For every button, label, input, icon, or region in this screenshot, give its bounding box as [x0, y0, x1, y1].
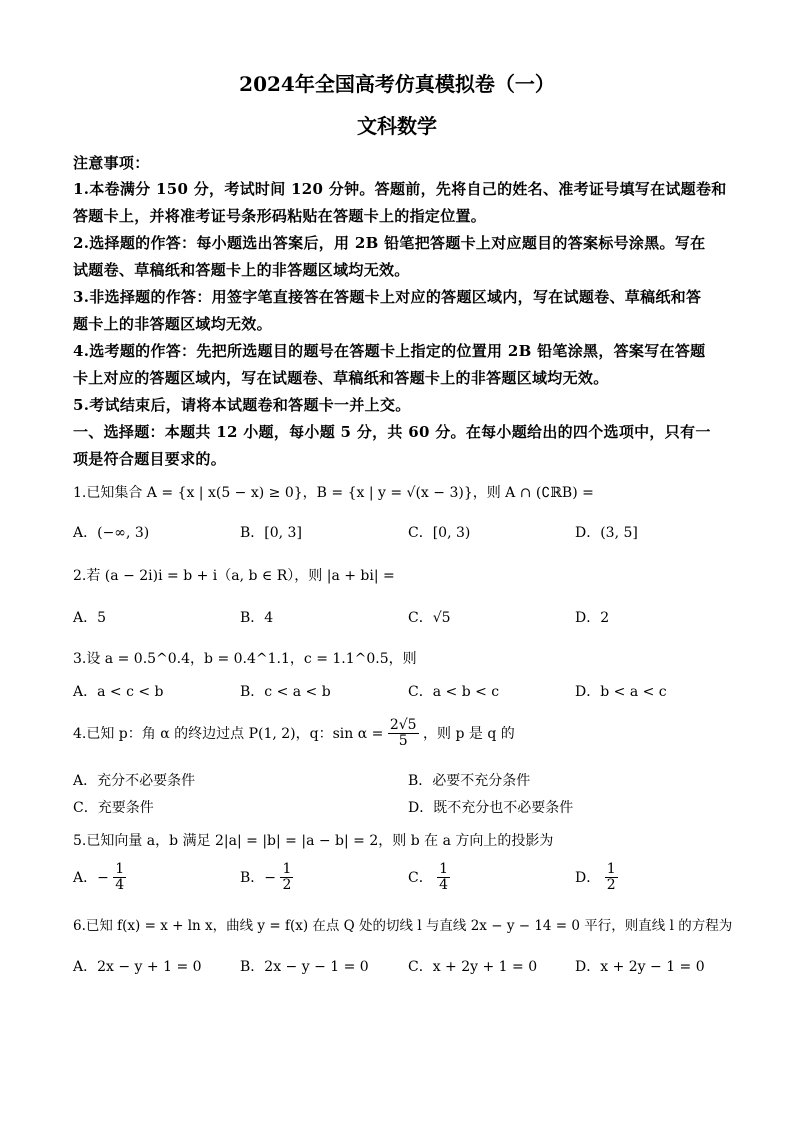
fraction-denominator: 2	[606, 877, 616, 894]
fraction-numerator: 1	[115, 861, 125, 877]
notice-line: 1.本卷满分 150 分，考试时间 120 分钟。答题前，先将自己的姓名、准考证号填写在试题卷和	[73, 180, 727, 198]
section-heading-cont: 项是符合题目要求的。	[73, 450, 227, 468]
exam-subtitle: 文科数学	[357, 114, 437, 138]
fraction-denominator: 4	[115, 877, 125, 894]
fraction-denominator: 2	[282, 877, 292, 894]
question-5-option-c	[408, 862, 450, 894]
question-1-option-c: C．[0, 3)	[408, 525, 471, 541]
exam-title: 2024年全国高考仿真模拟卷（一）	[239, 72, 555, 96]
fraction-denominator: 5	[398, 733, 408, 750]
question-4-option-c: C．充要条件	[73, 800, 154, 816]
question-1-stem: 1.已知集合 A = {x | x(5 − x) ≥ 0}，B = {x | y = √(x − 3)}，则 A ∩ (∁ℝB) =	[73, 485, 594, 501]
question-5-option-b	[240, 862, 293, 894]
question-3-option-b: B．c < a < b	[240, 684, 331, 700]
question-6-option-c: C．x + 2y + 1 = 0	[408, 959, 538, 975]
question-6-option-d: D．x + 2y − 1 = 0	[575, 959, 705, 975]
question-1-option-a: A．(−∞, 3)	[73, 525, 150, 541]
question-4-stem-post: ，则 p 是 q 的	[423, 725, 515, 742]
question-5-option-a	[73, 862, 126, 894]
option-prefix: C．	[408, 869, 433, 886]
question-1-option-d: D．(3, 5]	[575, 525, 638, 541]
question-4-option-b: B．必要不充分条件	[408, 773, 531, 789]
option-fraction	[280, 862, 293, 894]
fraction-numerator: 2√5	[389, 717, 417, 733]
notice-line: 5.考试结束后，请将本试题卷和答题卡一并上交。	[73, 396, 411, 414]
question-4-stem-pre: 4.已知 p：角 α 的终边过点 P(1, 2)，q：sin α =	[73, 725, 384, 742]
option-prefix: B．−	[240, 869, 277, 886]
notice-line: 4.选考题的作答：先把所选题目的题号在答题卡上指定的位置用 2B 铅笔涂黑，答案写在答题	[73, 342, 706, 360]
question-1-option-b: B．[0, 3]	[240, 525, 302, 541]
question-4-fraction	[388, 718, 419, 750]
question-2-option-b: B．4	[240, 610, 274, 626]
fraction-denominator: 4	[439, 877, 449, 894]
question-5-stem: 5.已知向量 a，b 满足 2|a| = |b| = |a − b| = 2，则 b 在 a 方向上的投影为	[73, 833, 554, 849]
notice-line: 答题卡上，并将准考证号条形码粘贴在答题卡上的指定位置。	[73, 207, 487, 225]
question-5-option-d	[575, 862, 618, 894]
notice-line: 题卡上的非答题区域均无效。	[73, 315, 272, 333]
option-prefix: D．	[575, 869, 601, 886]
question-3-stem: 3.设 a = 0.5^0.4，b = 0.4^1.1，c = 1.1^0.5，则	[73, 651, 417, 667]
option-fraction	[605, 862, 618, 894]
question-2-option-d: D．2	[575, 610, 610, 626]
notice-line: 试题卷、草稿纸和答题卡上的非答题区域均无效。	[73, 261, 410, 279]
question-2-option-c: C．√5	[408, 610, 451, 626]
fraction-numerator: 1	[439, 861, 449, 877]
option-fraction	[437, 862, 450, 894]
notice-line: 卡上对应的答题区域内，写在试题卷、草稿纸和答题卡上的非答题区域均无效。	[73, 369, 609, 387]
question-3-option-d: D．b < a < c	[575, 684, 667, 700]
question-4-option-a: A．充分不必要条件	[73, 773, 196, 789]
question-6-option-b: B．2x − y − 1 = 0	[240, 959, 369, 975]
question-4-option-d: D．既不充分也不必要条件	[408, 800, 574, 816]
question-3-option-a: A．a < c < b	[73, 684, 164, 700]
option-prefix: A．−	[73, 869, 109, 886]
fraction-numerator: 1	[606, 861, 616, 877]
notice-line: 2.选择题的作答：每小题选出答案后，用 2B 铅笔把答题卡上对应题目的答案标号涂黑。写在	[73, 234, 706, 252]
section-heading: 一、选择题：本题共 12 小题，每小题 5 分，共 60 分。在每小题给出的四个选项中，只有一	[73, 423, 711, 441]
question-6-stem: 6.已知 f(x) = x + ln x，曲线 y = f(x) 在点 Q 处的切线 l 与直线 2x − y − 14 = 0 平行，则直线 l 的方程为	[73, 918, 733, 934]
fraction-numerator: 1	[282, 861, 292, 877]
notice-heading: 注意事项：	[73, 154, 150, 172]
question-6-option-a: A．2x − y + 1 = 0	[73, 959, 202, 975]
notice-line: 3.非选择题的作答：用签字笔直接答在答题卡上对应的答题区域内，写在试题卷、草稿纸和答	[73, 288, 702, 306]
question-4-stem	[73, 718, 515, 750]
question-2-option-a: A．5	[73, 610, 107, 626]
question-2-stem: 2.若 (a − 2i)i = b + i（a, b ∈ R），则 |a + bi| =	[73, 568, 395, 584]
question-3-option-c: C．a < b < c	[408, 684, 500, 700]
option-fraction	[113, 862, 126, 894]
